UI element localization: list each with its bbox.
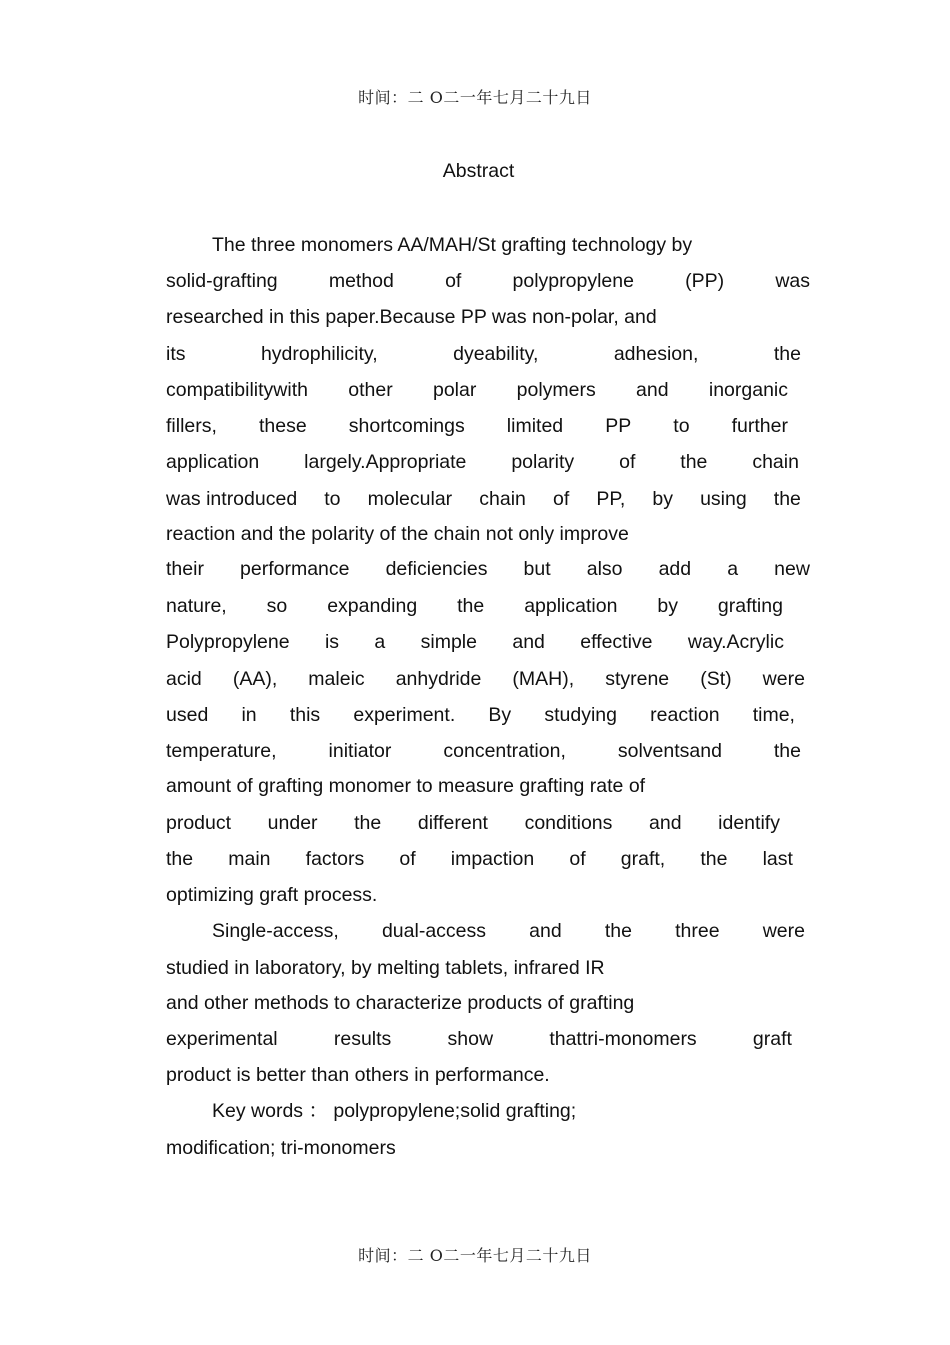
- abstract-word: studying: [544, 704, 617, 726]
- abstract-word: were: [762, 668, 805, 690]
- abstract-word: polypropylene: [512, 270, 634, 292]
- page-footer-date: 时间：二 O二一年七月二十九日: [358, 1246, 592, 1265]
- abstract-line: [166, 343, 801, 365]
- abstract-word: Key words ： polypropylene;solid grafting;: [212, 1100, 577, 1122]
- abstract-word: the: [773, 740, 801, 762]
- abstract-word: was: [775, 270, 810, 292]
- abstract-word: expanding: [327, 595, 418, 617]
- abstract-word: other: [348, 379, 393, 401]
- abstract-word: The three monomers AA/MAH/St grafting technology by: [212, 234, 693, 256]
- abstract-word: (MAH),: [512, 668, 575, 690]
- keywords-line: [212, 1100, 576, 1122]
- abstract-word: dual-access: [381, 920, 487, 942]
- abstract-line: [166, 740, 801, 762]
- page-header-date: 时间：二 O二一年七月二十九日: [358, 88, 592, 107]
- abstract-line: [166, 270, 810, 292]
- abstract-word: is: [324, 631, 340, 653]
- abstract-word: in: [241, 704, 257, 726]
- abstract-word: its: [166, 343, 186, 365]
- abstract-word: and: [649, 812, 682, 834]
- abstract-word: hydrophilicity,: [260, 343, 378, 365]
- abstract-word: of: [552, 488, 570, 510]
- abstract-line: [212, 920, 805, 942]
- abstract-line: [166, 631, 784, 653]
- abstract-word: dyeability,: [453, 343, 539, 365]
- abstract-word: this: [289, 704, 321, 726]
- abstract-word: show: [447, 1028, 494, 1050]
- abstract-word: time,: [752, 704, 795, 726]
- abstract-line: [166, 595, 783, 617]
- abstract-word: simple: [420, 631, 477, 653]
- abstract-line: [166, 957, 605, 979]
- abstract-word: to: [673, 415, 690, 437]
- abstract-line: [166, 306, 657, 328]
- abstract-word: PP,: [596, 488, 626, 510]
- abstract-word: main: [228, 848, 271, 870]
- abstract-word: three: [675, 920, 720, 942]
- abstract-word: adhesion,: [613, 343, 699, 365]
- abstract-word: modification; tri-monomers: [166, 1137, 396, 1159]
- abstract-line: [166, 704, 795, 726]
- abstract-line: [166, 992, 634, 1014]
- abstract-word: application: [524, 595, 618, 617]
- abstract-word: acid: [166, 668, 202, 690]
- abstract-word: chain: [752, 451, 799, 473]
- abstract-word: conditions: [524, 812, 613, 834]
- abstract-line: [166, 1064, 550, 1086]
- abstract-word: studied in laboratory, by melting tablets, infrared IR: [166, 957, 605, 979]
- abstract-word: of: [569, 848, 586, 870]
- abstract-word: and: [512, 631, 545, 653]
- abstract-word: a: [374, 631, 386, 653]
- abstract-word: but: [523, 558, 551, 580]
- keywords-line: [166, 1137, 396, 1159]
- abstract-word: the: [700, 848, 728, 870]
- abstract-word: solventsand: [617, 740, 722, 762]
- abstract-line: [166, 668, 805, 690]
- abstract-word: further: [731, 415, 788, 437]
- abstract-line: [212, 234, 692, 256]
- abstract-word: deficiencies: [385, 558, 488, 580]
- abstract-word: experimental: [166, 1028, 278, 1050]
- abstract-word: also: [586, 558, 623, 580]
- abstract-word: identify: [718, 812, 780, 834]
- abstract-word: reaction: [650, 704, 720, 726]
- abstract-line: [166, 848, 793, 870]
- abstract-word: method: [328, 270, 394, 292]
- abstract-word: limited: [506, 415, 564, 437]
- abstract-word: initiator: [328, 740, 392, 762]
- abstract-word: fillers,: [166, 415, 217, 437]
- abstract-word: different: [417, 812, 488, 834]
- abstract-word: researched in this paper.Because PP was non-polar, and: [166, 306, 657, 328]
- abstract-line: [166, 451, 799, 473]
- abstract-word: the: [680, 451, 708, 473]
- abstract-word: maleic: [308, 668, 365, 690]
- abstract-word: graft,: [620, 848, 666, 870]
- abstract-word: experiment.: [353, 704, 456, 726]
- abstract-word: under: [267, 812, 318, 834]
- abstract-word: the: [604, 920, 632, 942]
- abstract-word: was introduced: [166, 488, 298, 510]
- abstract-line: [166, 1028, 792, 1050]
- abstract-line: [166, 379, 788, 401]
- abstract-word: styrene: [605, 668, 670, 690]
- abstract-word: concentration,: [443, 740, 566, 762]
- abstract-word: polymers: [516, 379, 596, 401]
- abstract-word: the: [166, 848, 194, 870]
- abstract-word: inorganic: [708, 379, 788, 401]
- abstract-word: shortcomings: [348, 415, 465, 437]
- abstract-word: PP: [605, 415, 632, 437]
- abstract-word: product is better than others in performance.: [166, 1064, 550, 1086]
- abstract-word: molecular: [367, 488, 453, 510]
- abstract-word: by: [657, 595, 678, 617]
- abstract-word: to: [324, 488, 341, 510]
- abstract-line: [166, 558, 810, 580]
- abstract-word: so: [266, 595, 288, 617]
- abstract-word: anhydride: [395, 668, 482, 690]
- abstract-word: performance: [240, 558, 350, 580]
- abstract-word: and other methods to characterize products of grafting: [166, 992, 635, 1014]
- abstract-line: [166, 488, 801, 510]
- abstract-word: used: [166, 704, 209, 726]
- abstract-word: of: [619, 451, 636, 473]
- abstract-word: last: [762, 848, 793, 870]
- abstract-word: compatibilitywith: [166, 379, 308, 401]
- abstract-word: grafting: [717, 595, 783, 617]
- abstract-word: application: [166, 451, 260, 473]
- abstract-word: (St): [700, 668, 732, 690]
- abstract-word: using: [700, 488, 747, 510]
- abstract-word: Single-access,: [212, 920, 339, 942]
- abstract-word: temperature,: [166, 740, 277, 762]
- abstract-word: the: [773, 488, 801, 510]
- abstract-line: [166, 775, 645, 797]
- abstract-word: thattri-monomers: [549, 1028, 697, 1050]
- abstract-word: results: [333, 1028, 392, 1050]
- abstract-word: largely.Appropriate: [304, 451, 467, 473]
- abstract-word: the: [354, 812, 382, 834]
- abstract-word: new: [774, 558, 810, 580]
- abstract-word: impaction: [450, 848, 535, 870]
- abstract-word: chain: [479, 488, 526, 510]
- abstract-word: product: [166, 812, 232, 834]
- abstract-word: and: [636, 379, 669, 401]
- abstract-word: nature,: [166, 595, 227, 617]
- abstract-word: amount of grafting monomer to measure grafting rate of: [166, 775, 646, 797]
- abstract-word: effective: [580, 631, 653, 653]
- abstract-word: (AA),: [232, 668, 278, 690]
- abstract-word: factors: [305, 848, 365, 870]
- abstract-word: reaction and the polarity of the chain not only improve: [166, 523, 629, 545]
- abstract-word: By: [488, 704, 512, 726]
- abstract-word: solid-grafting: [166, 270, 278, 292]
- abstract-word: Polypropylene: [166, 631, 290, 653]
- abstract-word: their: [166, 558, 204, 580]
- abstract-line: [166, 812, 780, 834]
- abstract-line: [166, 884, 377, 906]
- abstract-line: [166, 415, 788, 437]
- abstract-word: graft: [752, 1028, 792, 1050]
- abstract-title: Abstract: [442, 160, 515, 182]
- abstract-word: of: [399, 848, 416, 870]
- abstract-word: (PP): [685, 270, 725, 292]
- abstract-word: these: [258, 415, 307, 437]
- abstract-word: polarity: [511, 451, 575, 473]
- abstract-word: way.Acrylic: [687, 631, 784, 653]
- abstract-word: polar: [432, 379, 477, 401]
- abstract-line: [166, 523, 629, 545]
- abstract-word: were: [762, 920, 805, 942]
- abstract-word: a: [727, 558, 739, 580]
- abstract-word: and: [529, 920, 562, 942]
- abstract-word: by: [652, 488, 673, 510]
- abstract-word: of: [445, 270, 462, 292]
- abstract-word: the: [773, 343, 801, 365]
- abstract-word: add: [658, 558, 692, 580]
- abstract-word: optimizing graft process.: [166, 884, 378, 906]
- abstract-word: the: [457, 595, 485, 617]
